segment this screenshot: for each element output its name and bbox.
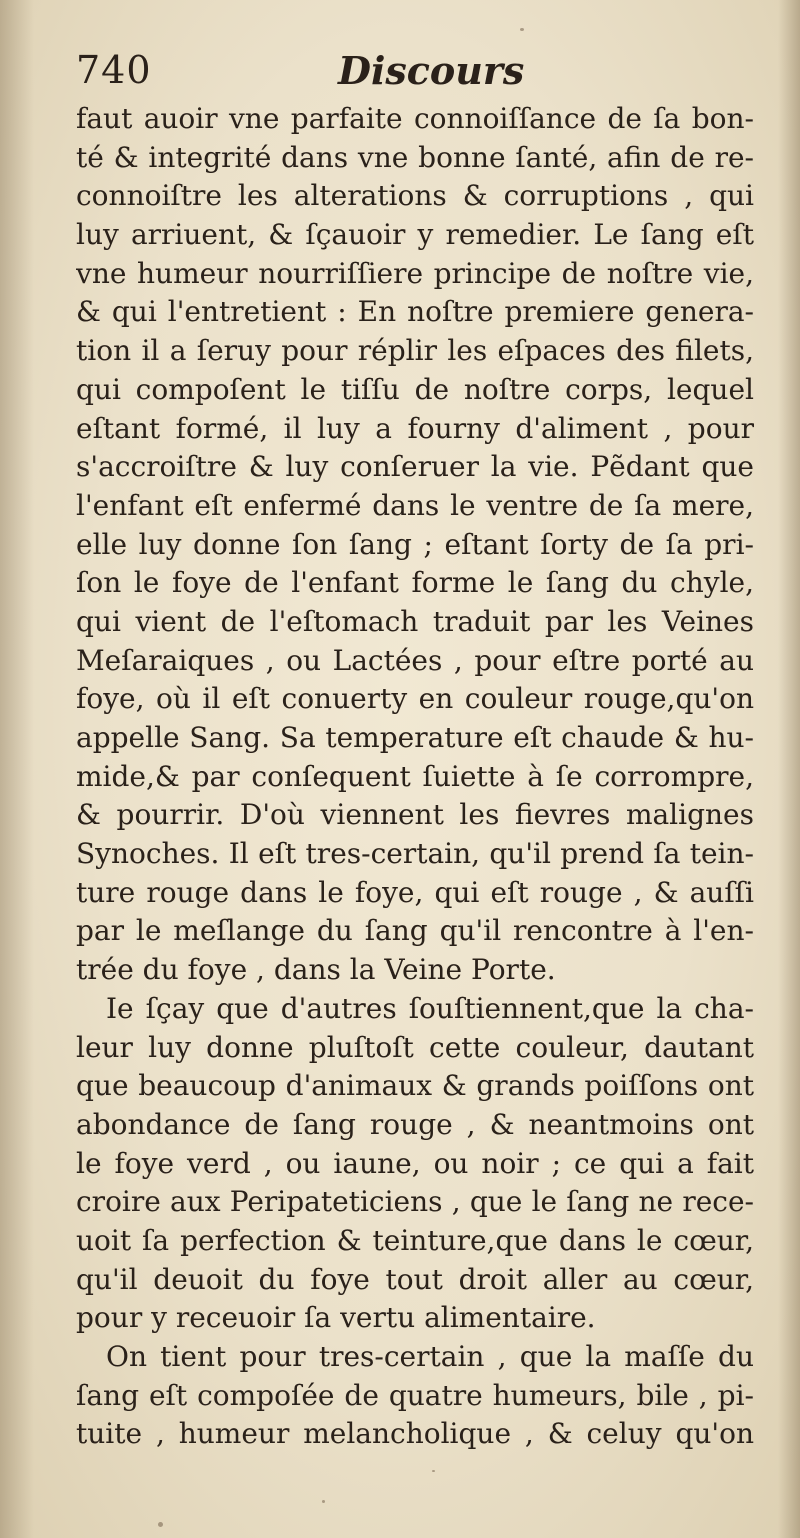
running-title: Discours bbox=[338, 48, 525, 93]
paragraph-start-line: Ie ſçay que d'autres ſouſtiennent,que la cha- bbox=[106, 991, 754, 1025]
paper-speck bbox=[432, 1470, 435, 1472]
text-line: par le meſlange du ſang qu'il rencontre à l'en- bbox=[76, 914, 754, 948]
text-line: appelle Sang. Sa temperature eſt chaude & hu- bbox=[76, 721, 754, 754]
page-number: 740 bbox=[76, 48, 152, 92]
text-line: uoit ſa perfection & teinture,que dans le cœur, bbox=[76, 1223, 754, 1257]
text-line: Synoches. Il eſt tres-certain, qu'il prend ſa tein- bbox=[76, 837, 754, 871]
text-line: qui vient de l'eſtomach traduit par les Veines bbox=[76, 604, 754, 638]
text-line: eſtant formé, il luy a fourny d'aliment , pour bbox=[76, 411, 754, 445]
text-line: tuite , humeur melancholique , & celuy qu'on bbox=[76, 1417, 754, 1451]
text-line: té & integrité dans vne bonne ſanté, afin de re- bbox=[76, 140, 754, 174]
paper-speck bbox=[322, 1500, 325, 1503]
text-line: foye, où il eſt conuerty en couleur rouge,qu'on bbox=[76, 682, 754, 716]
text-line: & pourrir. D'où viennent les fievres malignes bbox=[76, 798, 754, 832]
body-text bbox=[76, 100, 754, 1454]
paragraph-start-line: On tient pour tres-certain , que la maſſe du bbox=[106, 1340, 754, 1373]
text-line: leur luy donne pluſtoſt cette couleur, dautant bbox=[76, 1030, 754, 1064]
page-header bbox=[76, 48, 756, 98]
text-line: connoiſtre les alterations & corruptions , qui bbox=[76, 179, 754, 213]
text-line: mide,& par conſequent ſuiette à ſe corrompre, bbox=[76, 759, 754, 793]
text-line: abondance de ſang rouge , & neantmoins ont bbox=[76, 1107, 754, 1141]
text-line: qui compoſent le tiſſu de noſtre corps, lequel bbox=[76, 372, 754, 406]
text-line: pour y receuoir ſa vertu alimentaire. bbox=[76, 1301, 596, 1335]
text-line: croire aux Peripateticiens , que le ſang ne rece- bbox=[76, 1185, 754, 1219]
text-line: le foye verd , ou iaune, ou noir ; ce qui a fait bbox=[76, 1146, 754, 1180]
text-line: tion il a ſeruy pour réplir les eſpaces des filets, bbox=[76, 334, 754, 368]
text-line: Meſaraiques , ou Lactées , pour eſtre porté au bbox=[76, 643, 754, 677]
text-line: ture rouge dans le foye, qui eſt rouge , & auſſi bbox=[76, 875, 754, 909]
text-line: trée du foye , dans la Veine Porte. bbox=[76, 953, 556, 987]
text-line: vne humeur nourriſſiere principe de noſtre vie, bbox=[76, 256, 754, 290]
text-line: s'accroiſtre & luy conſeruer la vie. Pẽdant que bbox=[76, 450, 754, 484]
paper-speck bbox=[520, 28, 524, 31]
text-line: elle luy donne ſon ſang ; eſtant ſorty de ſa pri- bbox=[76, 527, 754, 561]
text-line: ſon le foye de l'enfant forme le ſang du chyle, bbox=[76, 566, 754, 600]
text-line: luy arriuent, & ſçauoir y remedier. Le ſang eſt bbox=[76, 218, 754, 252]
text-line: ſang eſt compoſée de quatre humeurs, bile , pi- bbox=[76, 1378, 754, 1412]
text-line: & qui l'entretient : En noſtre premiere genera- bbox=[76, 295, 754, 329]
text-line: qu'il deuoit du foye tout droit aller au cœur, bbox=[76, 1262, 754, 1296]
text-line: que beaucoup d'animaux & grands poiſſons ont bbox=[76, 1069, 754, 1103]
paper-speck bbox=[158, 1522, 163, 1527]
text-line: faut auoir vne parfaite connoiſſance de ſa bon- bbox=[76, 102, 754, 135]
text-line: l'enfant eſt enfermé dans le ventre de ſa mere, bbox=[76, 488, 754, 522]
